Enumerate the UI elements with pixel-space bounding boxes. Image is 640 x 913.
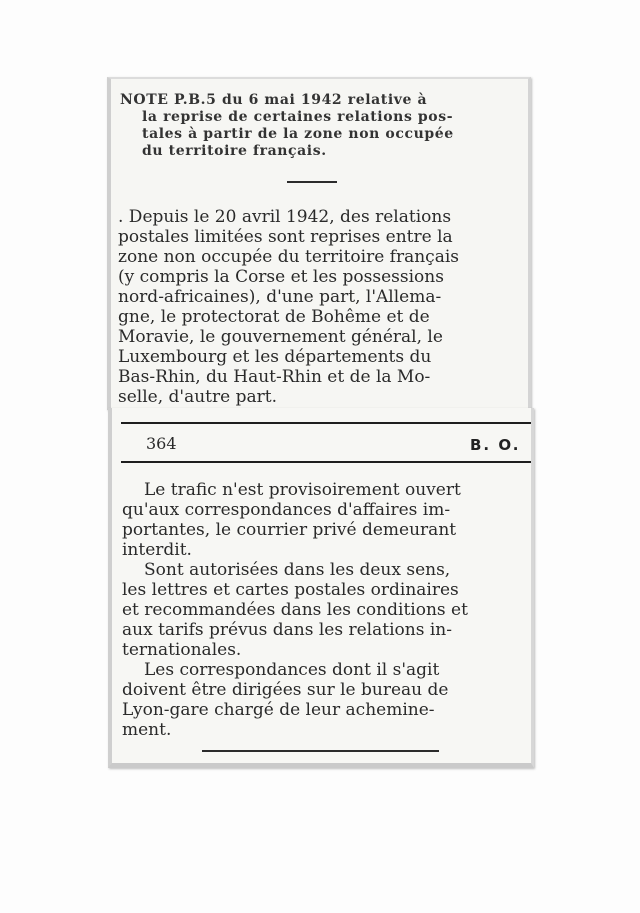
paragraph-line: Lyon-gare chargé de leur achemine-: [122, 700, 435, 720]
paragraph-line: Luxembourg et les départements du: [118, 347, 432, 367]
paragraph-line: portantes, le courrier privé demeurant: [122, 520, 457, 540]
paragraph-line: les lettres et cartes postales ordinaires: [122, 580, 459, 600]
heading-separator-rule: [287, 181, 337, 183]
page-header-top-rule: [121, 422, 531, 424]
closing-rule: [202, 750, 439, 752]
publication-label: B. O.: [470, 436, 521, 454]
note-heading-line: du territoire français.: [142, 143, 327, 159]
page-header-bottom-rule: [121, 461, 531, 463]
paragraph-line: selle, d'autre part.: [118, 387, 277, 407]
paragraph-line: Sont autorisées dans les deux sens,: [144, 560, 451, 580]
paragraph-line: aux tarifs prévus dans les relations in-: [122, 620, 452, 640]
paragraph-line: ternationales.: [122, 640, 242, 660]
note-heading-line: NOTE P.B.5 du 6 mai 1942 relative à: [120, 92, 428, 108]
paragraph-line: Bas-Rhin, du Haut-Rhin et de la Mo-: [118, 367, 431, 387]
paragraph-line: ment.: [122, 720, 172, 740]
note-heading-line: tales à partir de la zone non occupée: [142, 126, 454, 142]
paragraph-line: et recommandées dans les conditions et: [122, 600, 468, 620]
first-paragraph: [118, 207, 506, 407]
paragraph-line: Les correspondances dont il s'agit: [144, 660, 440, 680]
paragraph-line: gne, le protectorat de Bohême et de: [118, 307, 430, 327]
paragraph-line: Moravie, le gouvernement général, le: [118, 327, 443, 347]
note-heading: [120, 92, 510, 160]
paragraph-line: postales limitées sont reprises entre la: [118, 227, 453, 247]
paragraph-line: doivent être dirigées sur le bureau de: [122, 680, 449, 700]
paragraph-line: Le trafic n'est provisoirement ouvert: [144, 480, 461, 500]
note-heading-line: la reprise de certaines relations pos-: [142, 109, 454, 125]
paragraph-line: zone non occupée du territoire français: [118, 247, 460, 267]
paragraph-line: . Depuis le 20 avril 1942, des relations: [118, 207, 452, 227]
paragraph-line: (y compris la Corse et les possessions: [118, 267, 444, 287]
paragraph-line: interdit.: [122, 540, 192, 560]
paragraph-line: qu'aux correspondances d'affaires im-: [122, 500, 451, 520]
paragraph-line: nord-africaines), d'une part, l'Allema-: [118, 287, 442, 307]
second-section: [122, 480, 520, 740]
page-number: 364: [146, 434, 177, 453]
